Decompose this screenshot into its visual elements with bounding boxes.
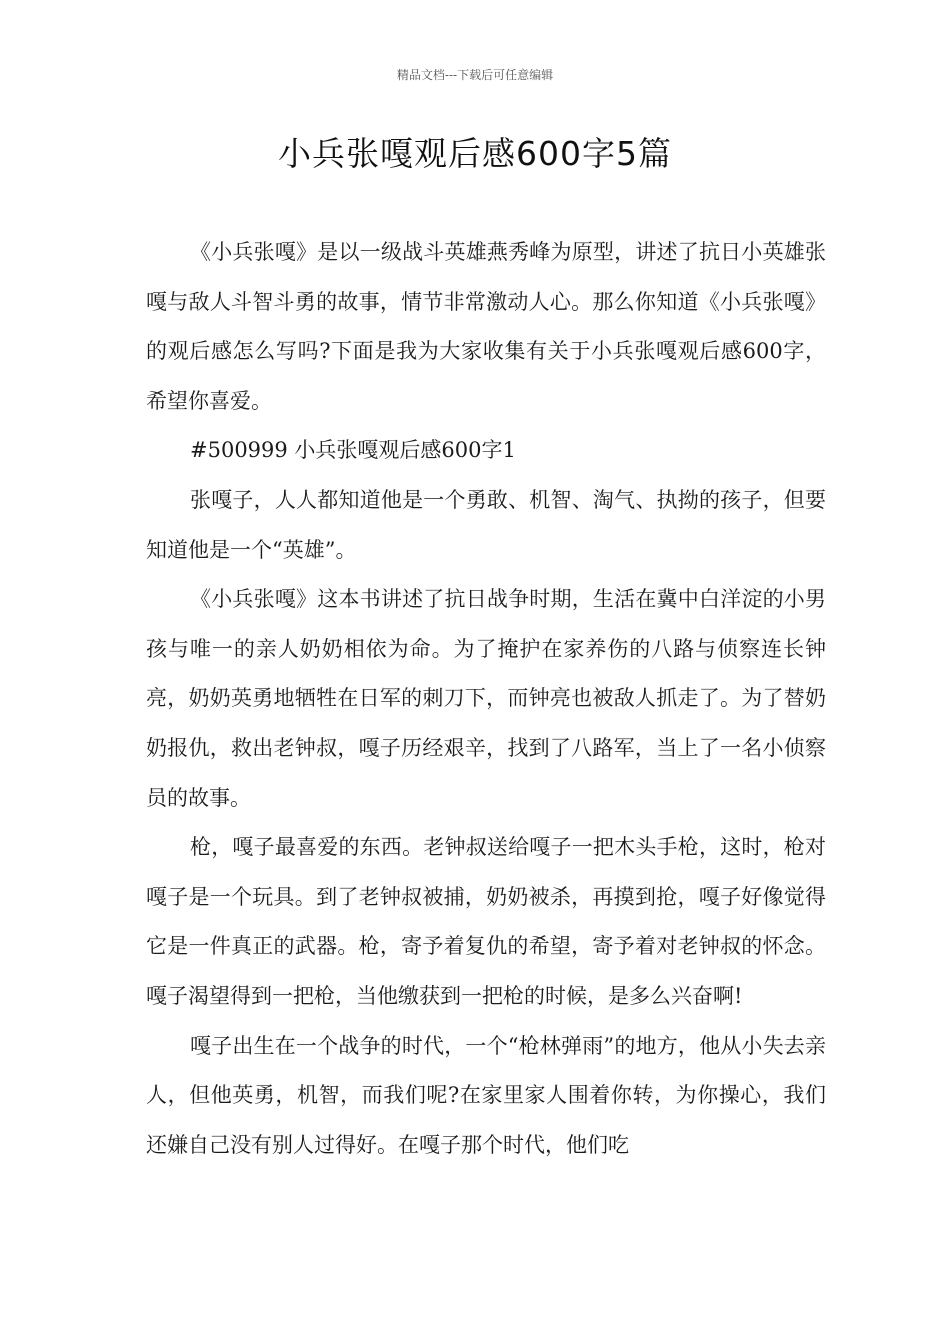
document-title: 小兵张嘎观后感600字5篇 xyxy=(278,134,672,173)
paragraph-section-heading: #500999 小兵张嘎观后感600字1 xyxy=(190,438,516,463)
paragraph: 《小兵张嘎》这本书讲述了抗日战争时期，生活在冀中白洋淀的小男孩与唯一的亲人奶奶相依为命。为了掩护在家养伤的八路与侦察连长钟亮，奶奶英勇地牺牲在日军的刺刀下，而钟亮也被敌人抓走了。为了替奶奶报仇，救出老钟叔，嘎子历经艰辛，找到了八路军，当上了一名小侦察员的故事。 xyxy=(146,587,826,810)
document-body xyxy=(146,228,826,1170)
paragraph: 嘎子出生在一个战争的时代，一个“枪林弹雨”的地方，他从小失去亲人，但他英勇，机智，而我们呢?在家里家人围着你转，为你操心，我们还嫌自己没有别人过得好。在嘎子那个时代，他们吃 xyxy=(146,1033,826,1157)
paragraph: 张嘎子，人人都知道他是一个勇敢、机智、淘气、执拗的孩子，但要知道他是一个“英雄”。 xyxy=(146,487,826,562)
paragraph-intro: 《小兵张嘎》是以一级战斗英雄燕秀峰为原型，讲述了抗日小英雄张嘎与敌人斗智斗勇的故事，情节非常激动人心。那么你知道《小兵张嘎》的观后感怎么写吗?下面是我为大家收集有关于小兵张嘎观后感600字，希望你喜爱。 xyxy=(146,240,826,413)
paragraph: 枪，嘎子最喜爱的东西。老钟叔送给嘎子一把木头手枪，这时，枪对嘎子是一个玩具。到了老钟叔被捕，奶奶被杀，再摸到抢，嘎子好像觉得它是一件真正的武器。枪，寄予着复仇的希望，寄予着对老钟叔的怀念。嘎子渴望得到一把枪，当他缴获到一把枪的时候，是多么兴奋啊! xyxy=(146,835,826,1008)
header-note: 精品文档---下载后可任意编辑 xyxy=(396,68,554,82)
